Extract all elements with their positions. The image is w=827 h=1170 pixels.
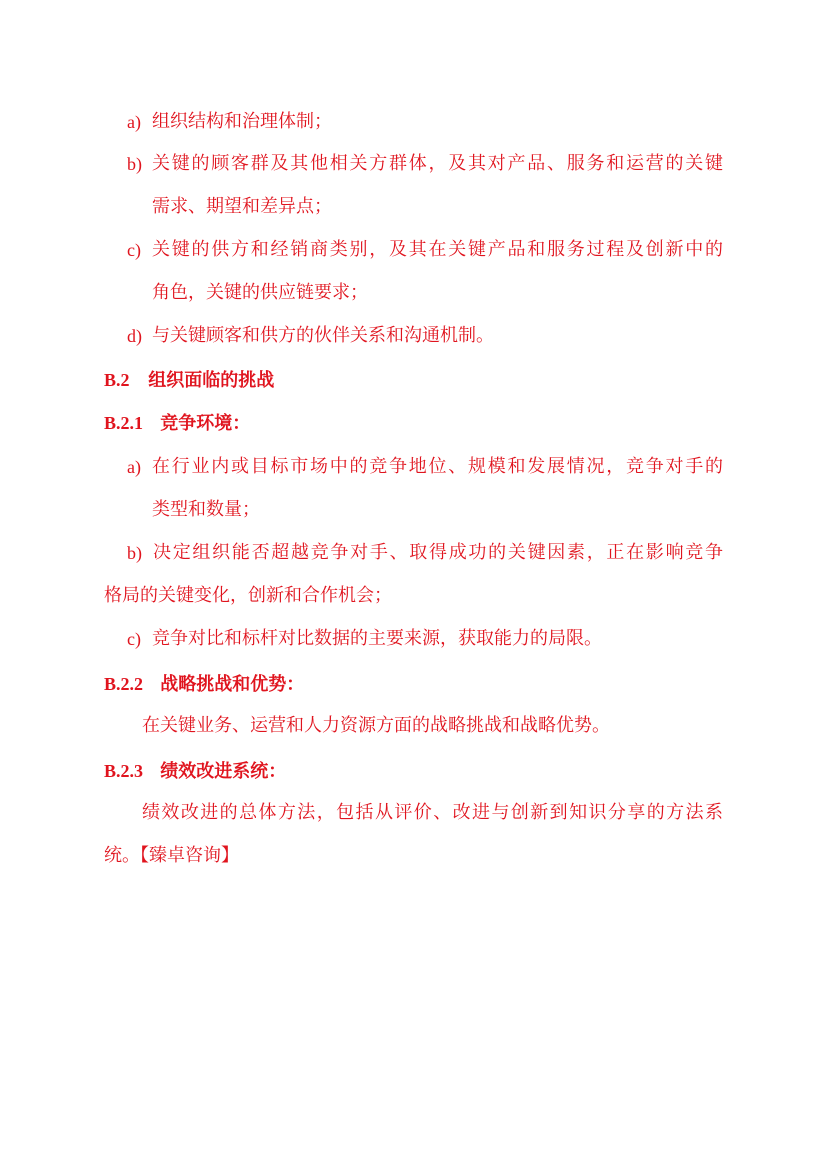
list-item-text: 格局的关键变化，创新和合作机会； bbox=[104, 585, 392, 606]
list-item-text: 关键的供方和经销商类别，及其在关键产品和服务过程及创新中的 bbox=[152, 239, 723, 260]
section-title: 战略挑战和优势： bbox=[160, 674, 305, 695]
list-item-text: 竞争对比和标杆对比数据的主要来源，获取能力的局限。 bbox=[152, 628, 602, 649]
section-heading-b2 bbox=[104, 369, 274, 392]
list-item-text: 组织结构和治理体制； bbox=[152, 111, 332, 132]
section-number: B.2.3 bbox=[104, 761, 144, 781]
list-label: c) bbox=[127, 240, 141, 260]
paragraph-text: 在关键业务、运营和人力资源方面的战略挑战和战略优势。 bbox=[142, 715, 610, 736]
section-number: B.2.2 bbox=[104, 674, 144, 694]
list-label: d) bbox=[127, 326, 142, 346]
list-item-text: 需求、期望和差异点； bbox=[152, 196, 332, 217]
list-item-text: 关键的顾客群及其他相关方群体，及其对产品、服务和运营的关键 bbox=[152, 153, 723, 174]
list-label: b) bbox=[127, 154, 142, 174]
list-item-text: 与关键顾客和供方的伙伴关系和沟通机制。 bbox=[152, 325, 494, 346]
list-label: a) bbox=[127, 112, 141, 132]
list-item-text: 角色，关键的供应链要求； bbox=[152, 282, 368, 303]
list-item-text: 在行业内或目标市场中的竞争地位、规模和发展情况，竞争对手的 bbox=[152, 456, 723, 477]
list-label: a) bbox=[127, 457, 141, 477]
section-heading-b23 bbox=[104, 760, 286, 783]
section-title: 竞争环境： bbox=[160, 413, 251, 434]
section-heading-b22 bbox=[104, 673, 304, 696]
list-label: c) bbox=[127, 629, 141, 649]
section-title: 绩效改进系统： bbox=[160, 761, 287, 782]
section-title: 组织面临的挑战 bbox=[148, 370, 275, 391]
section-number: B.2.1 bbox=[104, 413, 144, 433]
section-number: B.2 bbox=[104, 370, 130, 390]
list-label: b) bbox=[127, 543, 142, 563]
list-item-text: 决定组织能否超越竞争对手、取得成功的关键因素，正在影响竞争 bbox=[153, 542, 723, 563]
section-heading-b21 bbox=[104, 412, 250, 435]
paragraph-text: 统。【臻卓咨询】 bbox=[104, 845, 239, 866]
paragraph-text: 绩效改进的总体方法，包括从评价、改进与创新到知识分享的方法系 bbox=[142, 802, 723, 823]
list-item-text: 类型和数量； bbox=[152, 499, 260, 520]
